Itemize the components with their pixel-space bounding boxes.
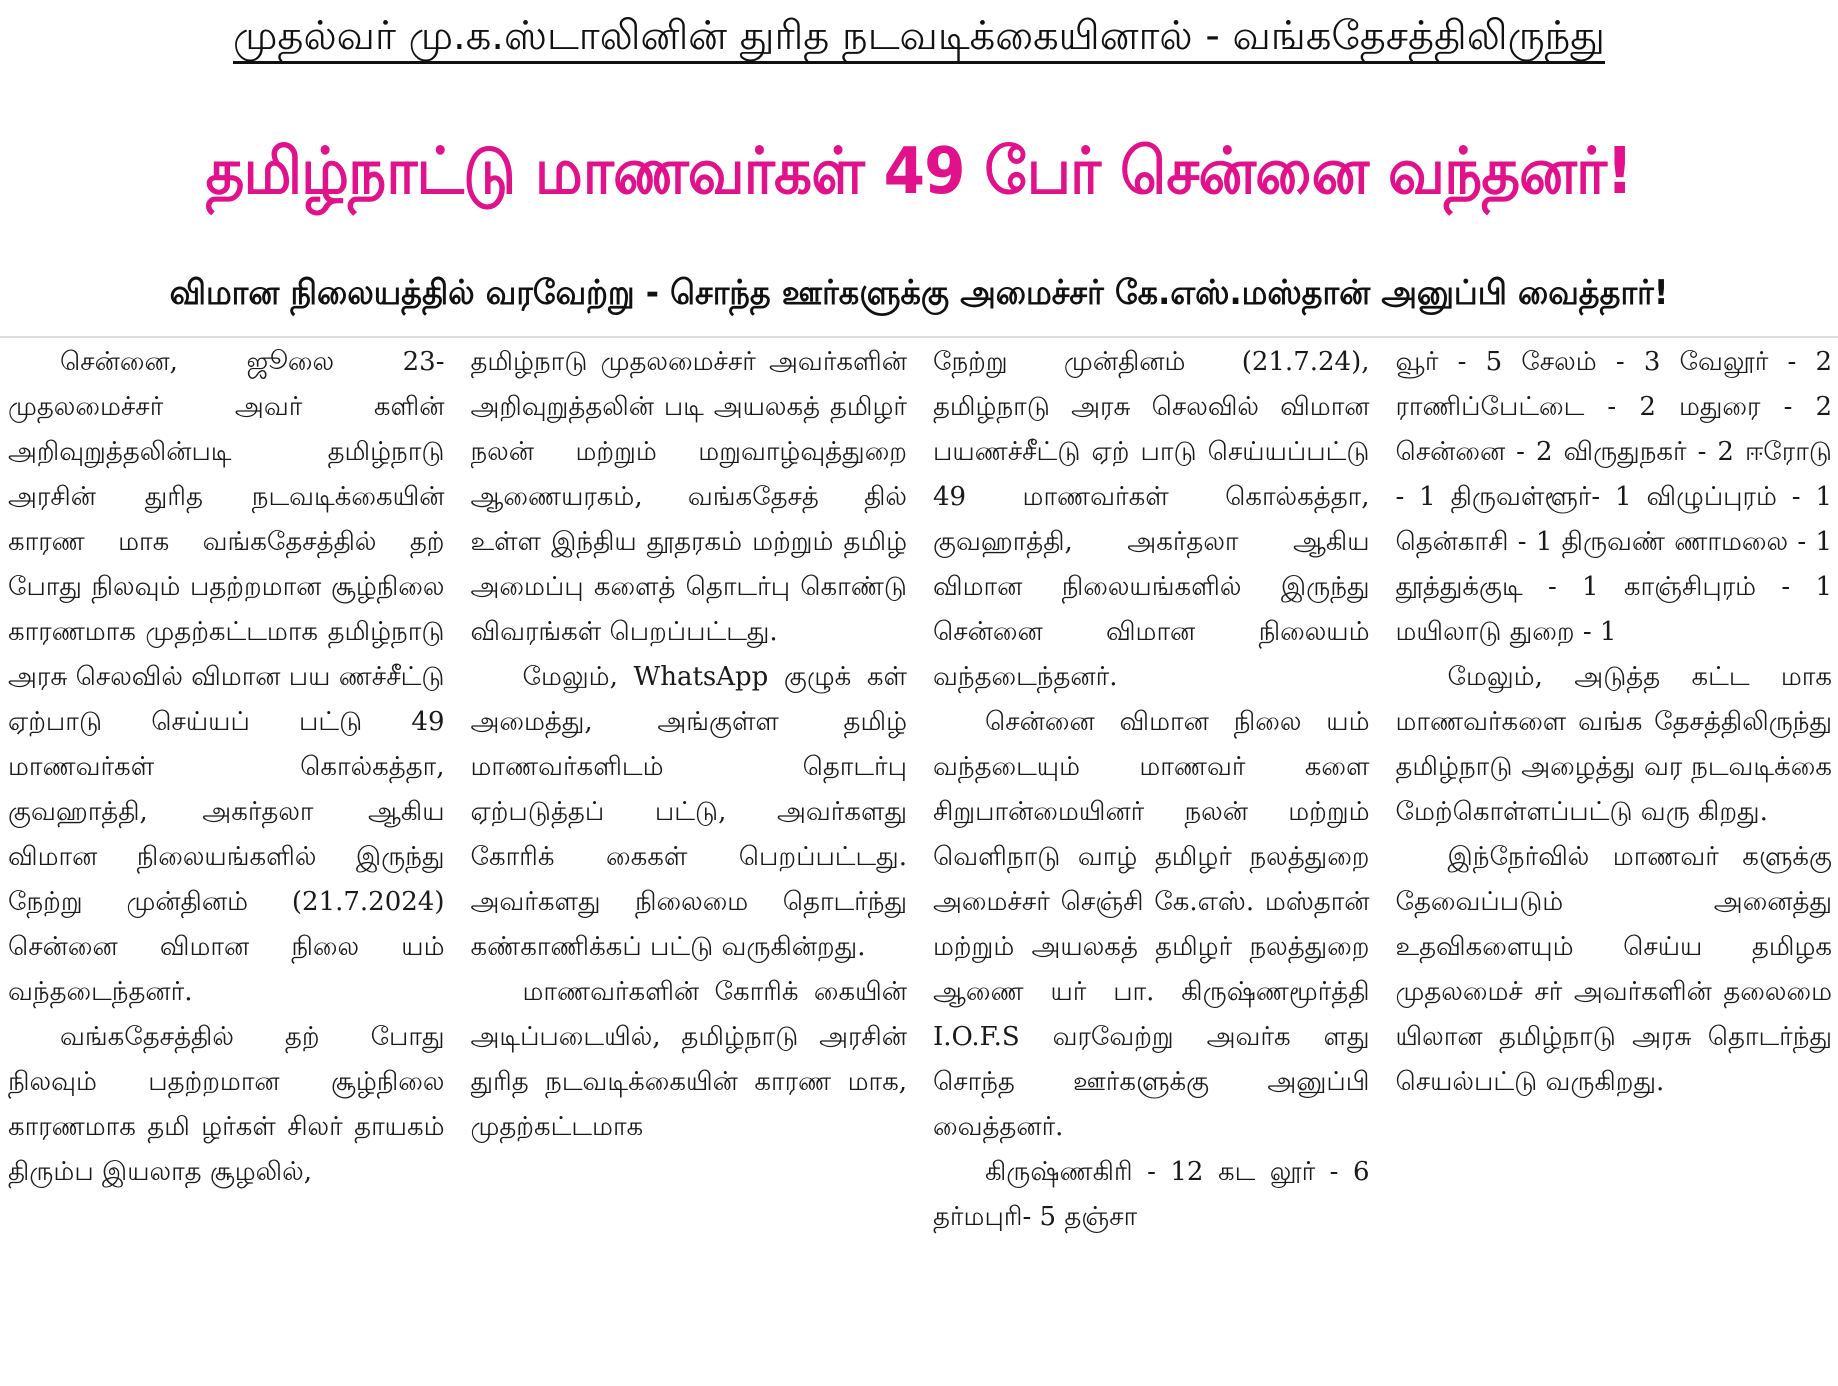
article-column-2 bbox=[471, 340, 908, 1386]
divider bbox=[0, 336, 1838, 338]
article-column-1 bbox=[8, 340, 445, 1386]
subheadline: விமான நிலையத்தில் வரவேற்று - சொந்த ஊர்களுக்கு அமைச்சர் கே.எஸ்.மஸ்தான் அனுப்பி வைத்தார்! bbox=[169, 273, 1669, 313]
paragraph: சென்னை, ஜூலை 23- முதலமைச்சர் அவர் களின் அறிவுறுத்தலின்படி தமிழ்நாடு அரசின் துரித நடவடிக்கையின் காரண மாக வங்கதேசத்தில் தற் போது நிலவும் பதற்றமான சூழ்நிலை காரணமாக முதற்கட்டமாக தமிழ்நாடு அரசு செலவில் விமான பய ணச்சீட்டு ஏற்பாடு செய்யப் பட்டு 49 மாணவர்கள் கொல்கத்தா, குவஹாத்தி, அகர்தலா ஆகிய விமான நிலையங்களில் இருந்து நேற்று முன்தினம் (21.7.2024) சென்னை விமான நிலை யம் வந்தடைந்தனர். bbox=[8, 347, 445, 1007]
kicker-line bbox=[0, 8, 1838, 64]
kicker-text: முதல்வர் மு.க.ஸ்டாலினின் துரித நடவடிக்கையினால் - வங்கதேசத்திலிருந்து bbox=[233, 13, 1605, 64]
paragraph: வங்கதேசத்தில் தற் போது நிலவும் பதற்றமான சூழ்நிலை காரணமாக தமி ழர்கள் சிலர் தாயகம் திரும்ப இயலாத சூழலில், bbox=[8, 1022, 445, 1187]
paragraph: மேலும், WhatsApp குழுக் கள் அமைத்து, அங்குள்ள தமிழ் மாணவர்களிடம் தொடர்பு ஏற்படுத்தப் பட்டு, அவர்களது கோரிக் கைகள் பெறப்பட்டது. அவர்களது நிலைமை தொடர்ந்து கண்காணிக்கப் பட்டு வருகின்றது. bbox=[470, 662, 907, 962]
paragraph: நேற்று முன்தினம் (21.7.24), தமிழ்நாடு அரசு செலவில் விமான பயணச்சீட்டு ஏற் பாடு செய்யப்பட்டு 49 மாணவர்கள் கொல்கத்தா, குவஹாத்தி, அகர்தலா ஆகிய விமான நிலையங்களில் இருந்து சென்னை விமான நிலையம் வந்தடைந்தனர். bbox=[933, 347, 1370, 692]
paragraph: இந்நேர்வில் மாணவர் களுக்கு தேவைப்படும் அனைத்து உதவிகளையும் செய்ய தமிழக முதலமைச் சர் அவர்களின் தலைமை யிலான தமிழ்நாடு அரசு தொடர்ந்து செயல்பட்டு வருகிறது. bbox=[1395, 842, 1832, 1097]
paragraph: மாணவர்களின் கோரிக் கையின் அடிப்படையில், தமிழ்நாடு அரசின் துரித நடவடிக்கையின் காரண மாக, முதற்கட்டமாக bbox=[470, 977, 907, 1142]
article-column-4 bbox=[1396, 340, 1833, 1386]
paragraph: சென்னை விமான நிலை யம் வந்தடையும் மாணவர் களை சிறுபான்மையினர் நலன் மற்றும் வெளிநாடு வாழ் தமிழர் நலத்துறை அமைச்சர் செஞ்சி கே.எஸ். மஸ்தான் மற்றும் அயலகத் தமிழர் நலத்துறை ஆணை யர் பா. கிருஷ்ணமூர்த்தி I.O.F.S வரவேற்று அவர்க ளது சொந்த ஊர்களுக்கு அனுப்பி வைத்தனர். bbox=[933, 707, 1370, 1142]
headline: தமிழ்நாட்டு மாணவர்கள் 49 பேர் சென்னை வந்தனர்! bbox=[205, 135, 1633, 209]
paragraph: மேலும், அடுத்த கட்ட மாக மாணவர்களை வங்க தேசத்திலிருந்து தமிழ்நாடு அழைத்து வர நடவடிக்கை மேற்கொள்ளப்பட்டு வரு கிறது. bbox=[1395, 662, 1832, 827]
paragraph: வூர் - 5 சேலம் - 3 வேலூர் - 2 ராணிப்பேட்டை - 2 மதுரை - 2 சென்னை - 2 விருதுநகர் - 2 ஈரோடு - 1 திருவள்ளூர்- 1 விழுப்புரம் - 1 தென்காசி - 1 திருவண் ணாமலை - 1 தூத்துக்குடி - 1 காஞ்சிபுரம் - 1 மயிலாடு துறை - 1 bbox=[1395, 347, 1832, 647]
article-column-3 bbox=[933, 340, 1370, 1386]
paragraph: தமிழ்நாடு முதலமைச்சர் அவர்களின் அறிவுறுத்தலின் படி அயலகத் தமிழர் நலன் மற்றும் மறுவாழ்வுத்துறை ஆணையரகம், வங்கதேசத் தில் உள்ள இந்திய தூதரகம் மற்றும் தமிழ் அமைப்பு களைத் தொடர்பு கொண்டு விவரங்கள் பெறப்பட்டது. bbox=[470, 347, 907, 647]
article-body bbox=[8, 340, 1832, 1386]
paragraph: கிருஷ்ணகிரி - 12 கட லூர் - 6 தர்மபுரி- 5 தஞ்சா bbox=[933, 1157, 1370, 1232]
